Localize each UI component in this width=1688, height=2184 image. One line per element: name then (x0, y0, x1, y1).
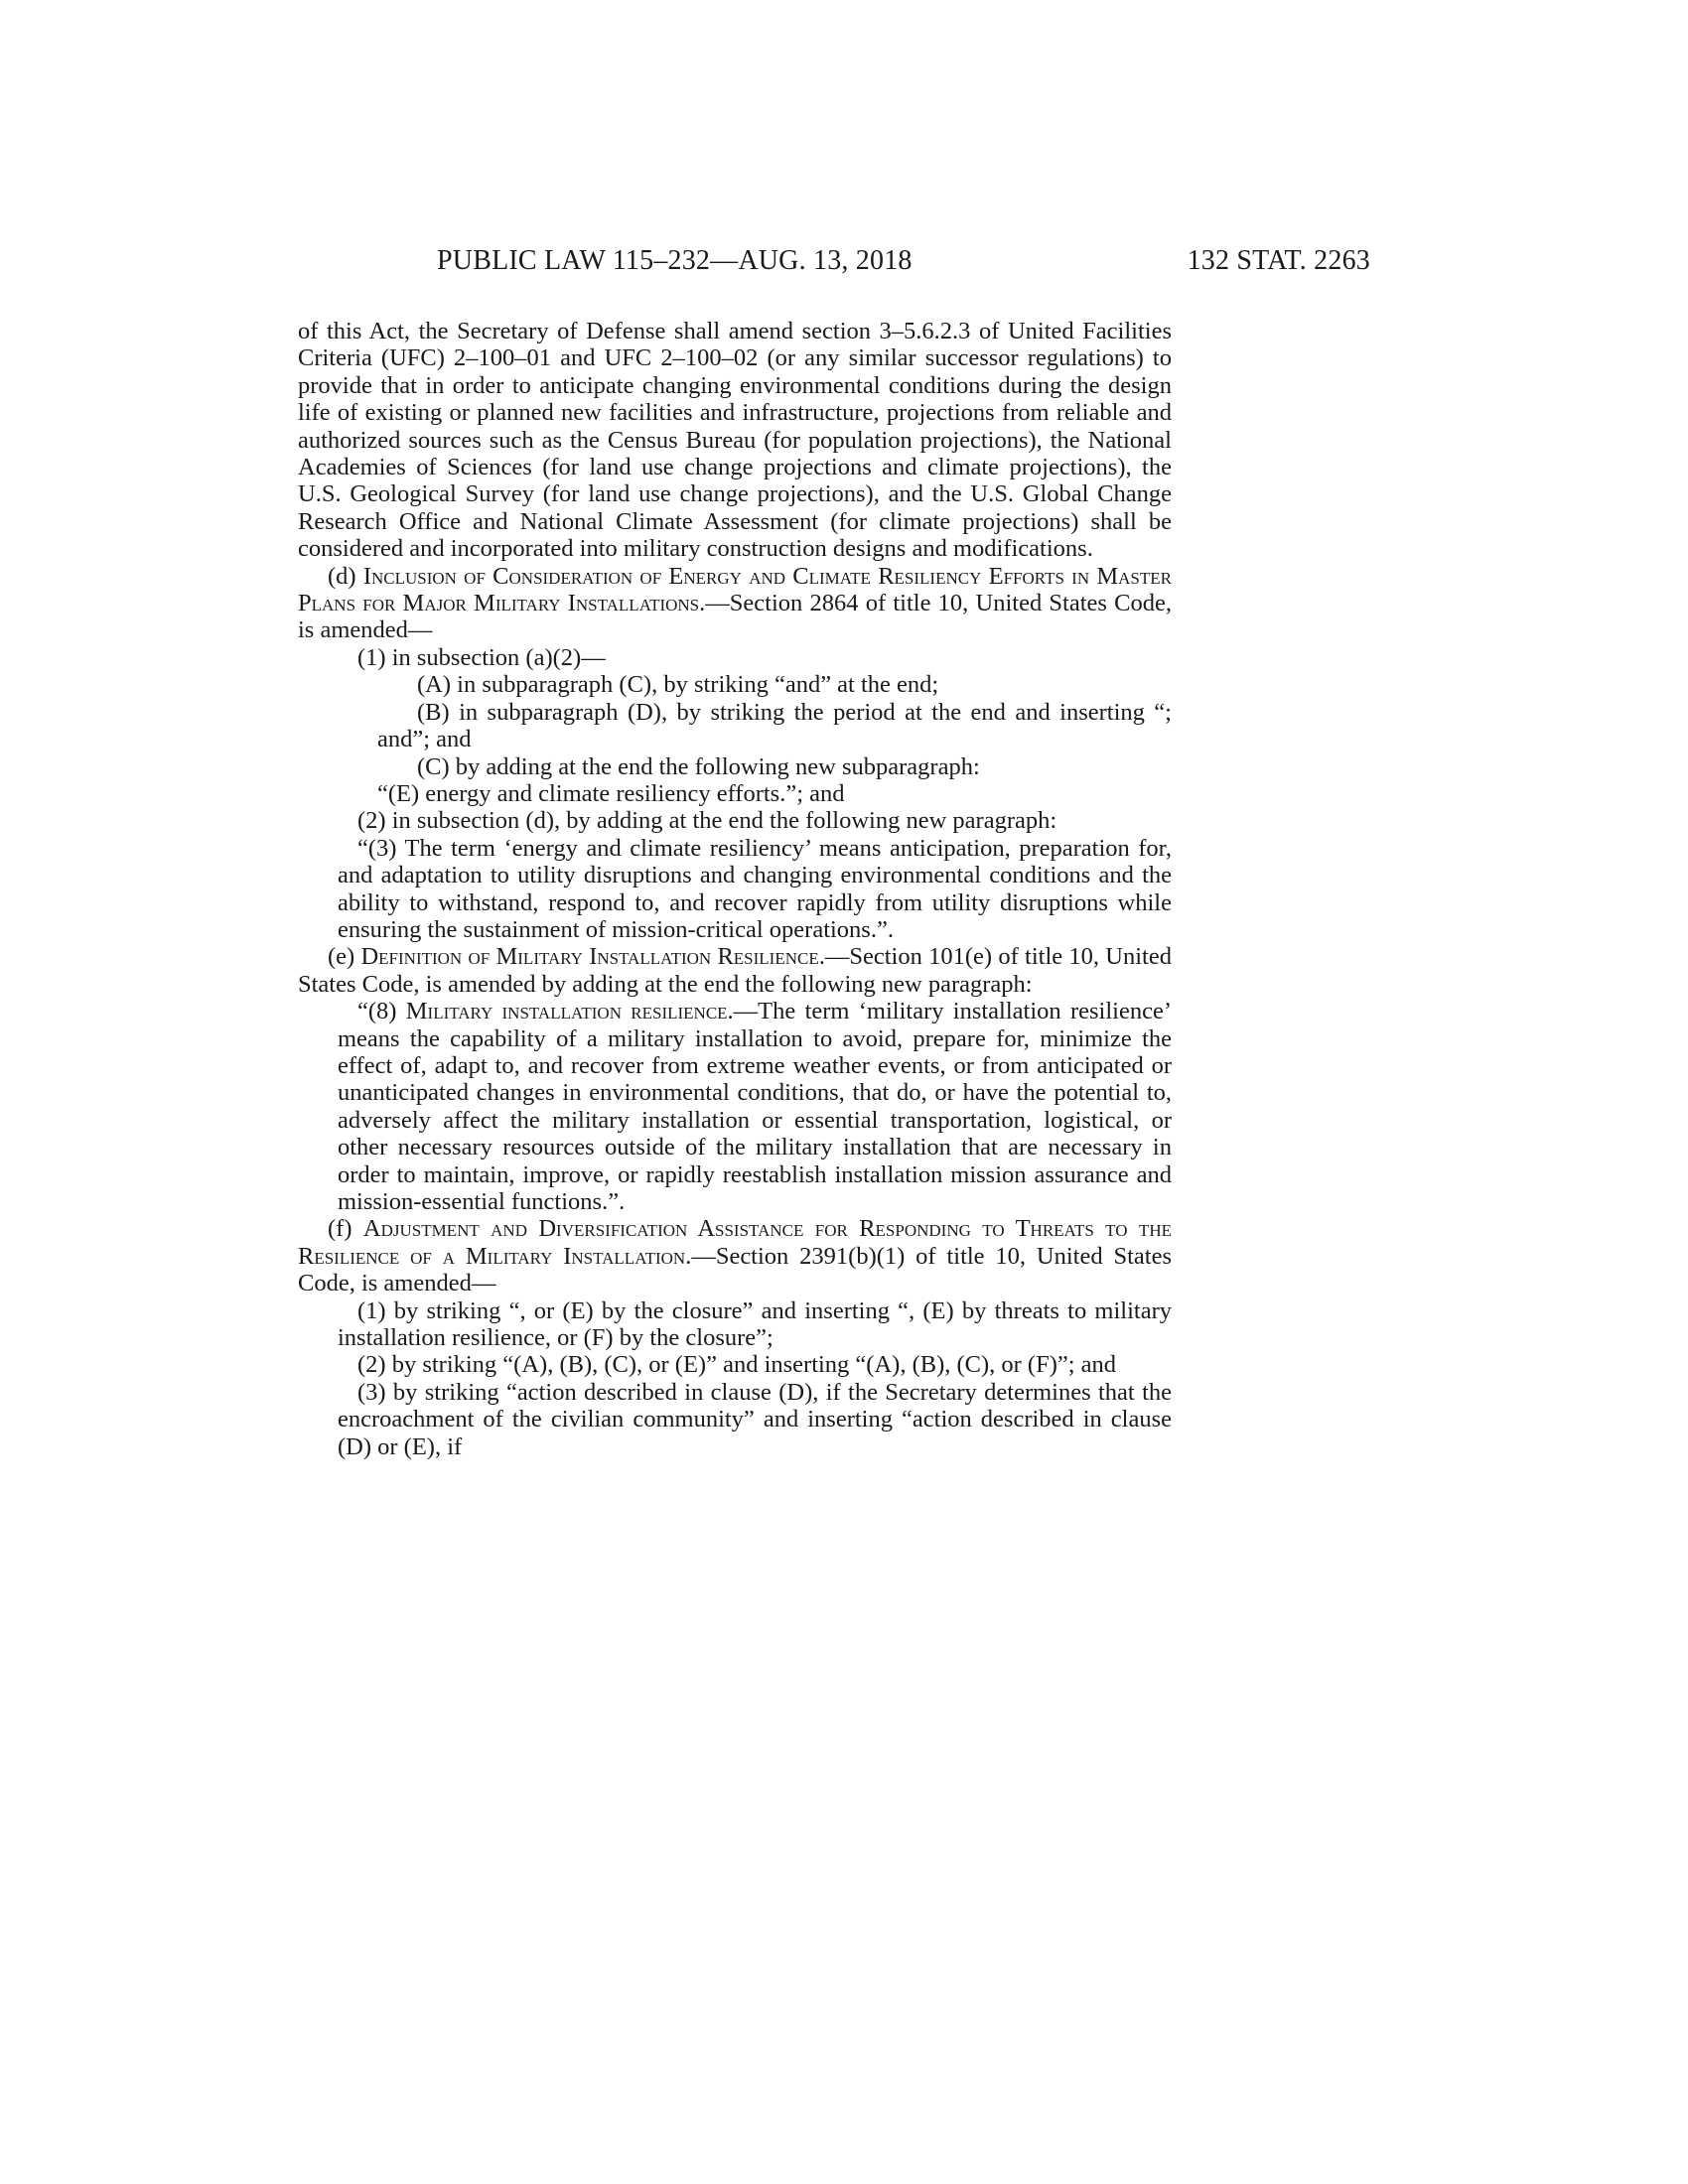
header-title: PUBLIC LAW 115–232—AUG. 13, 2018 (437, 245, 913, 276)
paragraph-d-prefix: (d) (328, 562, 363, 590)
running-header (298, 245, 1370, 285)
paragraph-f-3: (3) by striking “action described in clause (D), if the Secretary determines that the encroachment of the civilian community” and inserting “action described in clause (D) or (E), if (338, 1378, 1172, 1460)
paragraph-d-text: .—Section 2864 of title 10, United States Code, is amended— (298, 590, 1173, 644)
paragraph-d-2-quote: “(3) The term ‘energy and climate resiliency’ means anticipation, preparation for, and adaptation to utility disruptions and changing environmental conditions and the ability to withstand, respond to, and recover rapidly from utility disruptions while ensuring the sustainment of mission-critical operations.”. (338, 834, 1172, 943)
paragraph-e-quote-text: .—The term ‘military installation resilience’ means the capability of a military installation to avoid, prepare for, minimize the effect of, adapt to, and recover from extreme weather events, or from anticipated or unanticipated changes in environmental conditions, that do, or have the potential to, adversely affect the military installation or essential transportation, logistical, or other necessary resources outside of the military installation that are necessary in order to maintain, improve, or rapidly reestablish installation mission assurance and mission-essential functions.”. (338, 998, 1172, 1215)
paragraph-d-1-B: (B) in subparagraph (D), by striking the period at the end and inserting “; and”; and (377, 698, 1172, 753)
paragraph-c-continued: of this Act, the Secretary of Defense shall amend section 3–5.6.2.3 of United Facilities Criteria (UFC) 2–100–01 and UFC 2–100–02 (or any similar successor regulations) to provide that in order to anticipate changing environmental conditions during the design life of existing or planned new facilities and infrastructure, projections from reliable and authorized sources such as the Census Bureau (for population projections), the National Academies of Sciences (for land use change projections and climate projections), the U.S. Geological Survey (for land use change projections), and the U.S. Global Change Research Office and National Climate Assessment (for climate projections) shall be considered and incorporated into military construction designs and modifications. (298, 318, 1172, 563)
paragraph-f-text: .—Section 2391(b)(1) of title 10, United States Code, is amended— (298, 1242, 1172, 1297)
paragraph-f-1: (1) by striking “, or (E) by the closure” and inserting “, (E) by threats to military installation resilience, or (F) by the closure”; (338, 1297, 1172, 1352)
paragraph-e (298, 943, 1172, 998)
paragraph-f (298, 1215, 1172, 1297)
paragraph-d-1-C: (C) by adding at the end the following new subparagraph: (417, 752, 980, 780)
paragraph-e-quote-heading: Military installation resilience (405, 998, 728, 1025)
header-stat-page: 132 STAT. 2263 (1187, 245, 1370, 276)
paragraph-d-2: (2) in subsection (d), by adding at the end the following new paragraph: (357, 807, 1057, 835)
paragraph-d-1: (1) in subsection (a)(2)— (357, 643, 606, 671)
document-body (298, 318, 1172, 1460)
paragraph-d-1-A: (A) in subparagraph (C), by striking “and” at the end; (417, 671, 939, 699)
paragraph-e-quote-prefix: “(8) (357, 998, 406, 1025)
paragraph-d (298, 563, 1172, 644)
paragraph-f-heading: Adjustment and Diversification Assistance for Responding to Threats to the Resilience of a Military Installation (298, 1215, 1172, 1270)
paragraph-d-1-E-quote: “(E) energy and climate resiliency efforts.”; and (377, 779, 845, 807)
paragraph-e-prefix: (e) (328, 943, 361, 971)
paragraph-f-prefix: (f) (328, 1215, 363, 1243)
paragraph-d-heading: Inclusion of Consideration of Energy and Climate Resiliency Efforts in Master Plans for Major Military Installations (298, 562, 1172, 617)
paragraph-e-quote (298, 998, 1172, 1215)
paragraph-e-heading: Definition of Military Installation Resilience (360, 943, 819, 971)
paragraph-f-2: (2) by striking “(A), (B), (C), or (E)” and inserting “(A), (B), (C), or (F)”; and (357, 1351, 1117, 1379)
paragraph-e-text: .—Section 101(e) of title 10, United States Code, is amended by adding at the end the following new paragraph: (298, 943, 1172, 998)
